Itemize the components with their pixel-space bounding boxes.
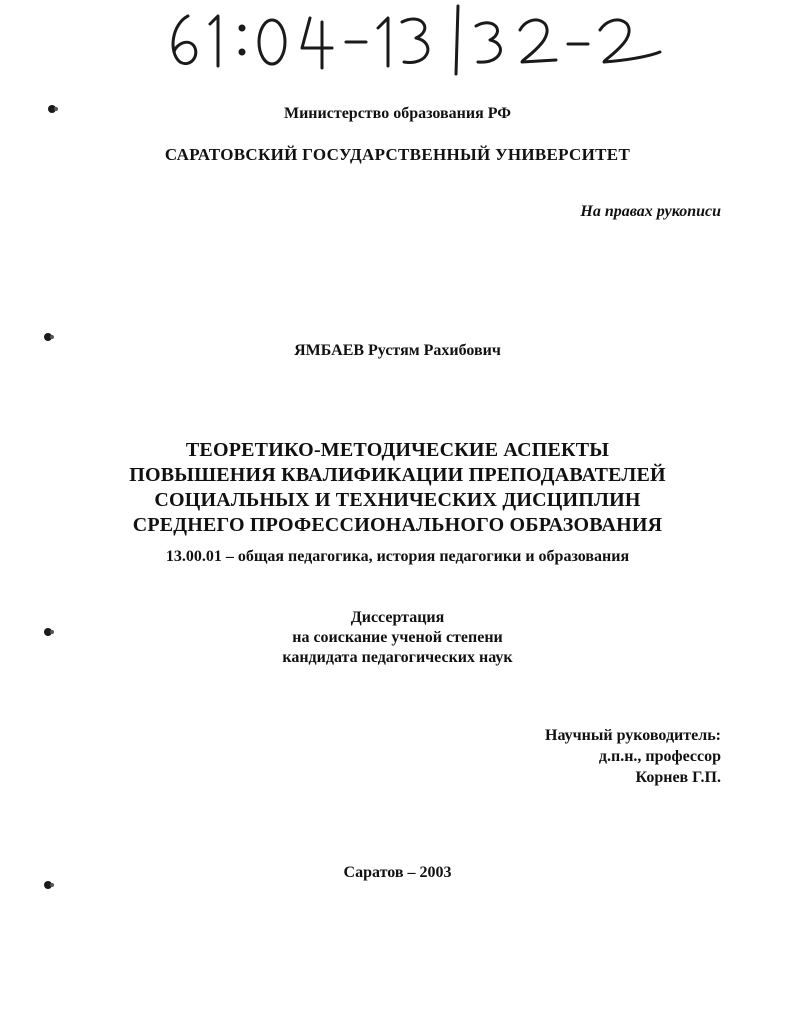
advisor-line: Научный руководитель: [545, 727, 721, 744]
author-name: ЯМБАЕВ Рустям Рахибович [294, 342, 501, 359]
ministry-line: Министерство образования РФ [283, 105, 512, 122]
degree-line: Диссертация [350, 609, 445, 626]
advisor-line: д.п.н., профессор [598, 748, 721, 765]
punch-hole-mark [44, 333, 52, 341]
city-year: Саратов – 2003 [343, 864, 452, 881]
title-line: СРЕДНЕГО ПРОФЕССИОНАЛЬНОГО ОБРАЗОВАНИЯ [132, 514, 663, 536]
title-line: ПОВЫШЕНИЯ КВАЛИФИКАЦИИ ПРЕПОДАВАТЕЛЕЙ [129, 464, 666, 486]
title-line: ТЕОРЕТИКО-МЕТОДИЧЕСКИЕ АСПЕКТЫ [185, 439, 610, 461]
handwritten-catalog-number [160, 4, 680, 76]
punch-hole-mark [44, 628, 52, 636]
scientific-advisor [545, 725, 721, 788]
degree-line: на соискание ученой степени [292, 629, 503, 646]
dissertation-title [0, 438, 795, 538]
dissertation-degree [0, 608, 795, 668]
advisor-line: Корнев Г.П. [635, 769, 721, 786]
degree-line: кандидата педагогических наук [282, 649, 513, 666]
title-line: СОЦИАЛЬНЫХ И ТЕХНИЧЕСКИХ ДИСЦИПЛИН [154, 489, 641, 511]
punch-hole-mark [44, 881, 52, 889]
university-name: САРАТОВСКИЙ ГОСУДАРСТВЕННЫЙ УНИВЕРСИТЕТ [164, 145, 631, 164]
punch-hole-mark [48, 105, 56, 113]
rights-note: На правах рукописи [580, 203, 721, 220]
specialty-code: 13.00.01 – общая педагогика, история педагогики и образования [165, 548, 630, 565]
